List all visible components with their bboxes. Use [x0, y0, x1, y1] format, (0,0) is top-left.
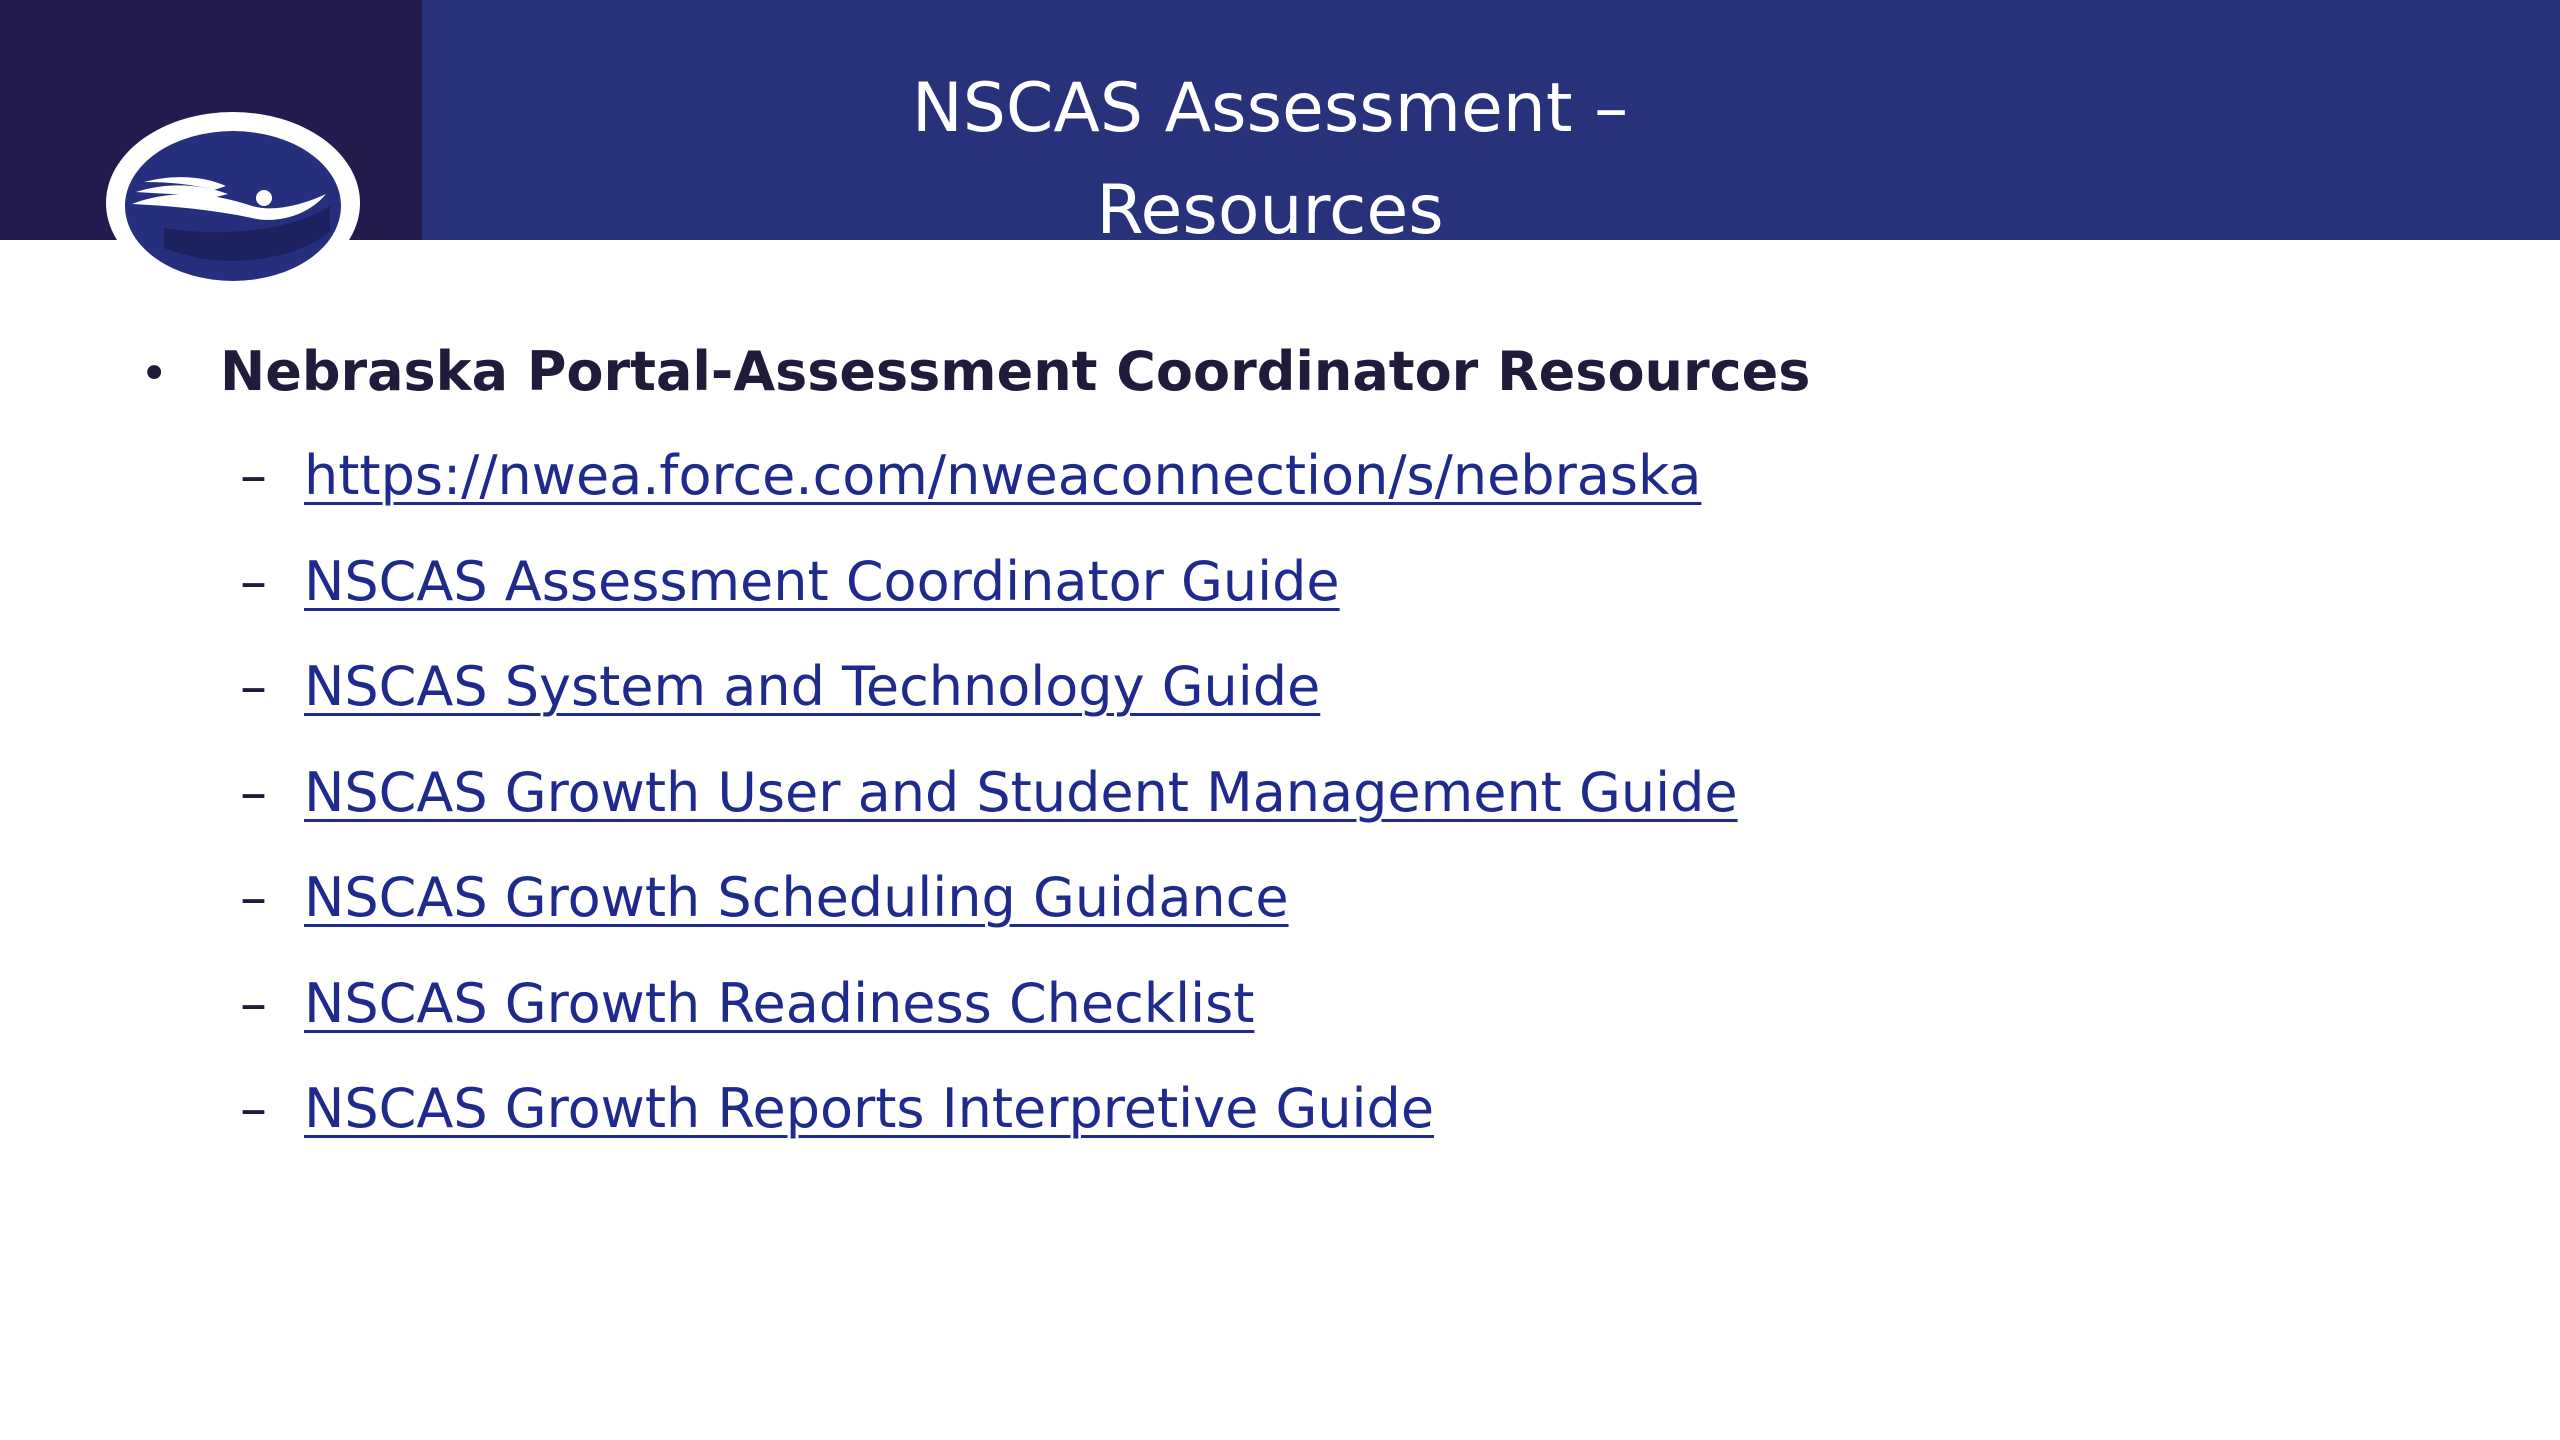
dash-icon: –	[240, 971, 267, 1035]
list-item	[240, 655, 2340, 761]
dash-icon: –	[240, 444, 267, 507]
dash-icon: –	[240, 760, 267, 824]
eagle-logo-icon	[104, 110, 362, 296]
reports-interpretive-guide-link[interactable]: NSCAS Growth Reports Interpretive Guide	[304, 1077, 1435, 1140]
coordinator-guide-link[interactable]: NSCAS Assessment Coordinator Guide	[304, 549, 1340, 613]
resource-links-list	[140, 444, 2340, 1183]
list-item	[240, 550, 2340, 656]
list-item	[240, 761, 2340, 867]
readiness-checklist-link[interactable]: NSCAS Growth Readiness Checklist	[304, 971, 1255, 1035]
user-student-management-guide-link[interactable]: NSCAS Growth User and Student Management Guide	[304, 760, 1738, 824]
main-bullet	[140, 340, 2340, 430]
bullet-heading: Nebraska Portal-Assessment Coordinator Resources	[220, 340, 1811, 403]
scheduling-guidance-link[interactable]: NSCAS Growth Scheduling Guidance	[304, 866, 1289, 929]
list-item	[240, 444, 2340, 550]
bullet-dot-icon: •	[140, 346, 169, 402]
list-item	[240, 972, 2340, 1078]
content-area	[140, 340, 2340, 1183]
dash-icon: –	[240, 549, 267, 613]
list-item	[240, 1077, 2340, 1183]
list-item	[240, 866, 2340, 972]
slide-title: NSCAS Assessment – Resources	[911, 69, 1629, 250]
system-technology-guide-link[interactable]: NSCAS System and Technology Guide	[304, 655, 1321, 718]
dash-icon: –	[240, 655, 267, 718]
dash-icon: –	[240, 866, 267, 929]
dash-icon: –	[240, 1077, 267, 1140]
nwea-portal-link[interactable]: https://nwea.force.com/nweaconnection/s/nebraska	[304, 444, 1702, 507]
